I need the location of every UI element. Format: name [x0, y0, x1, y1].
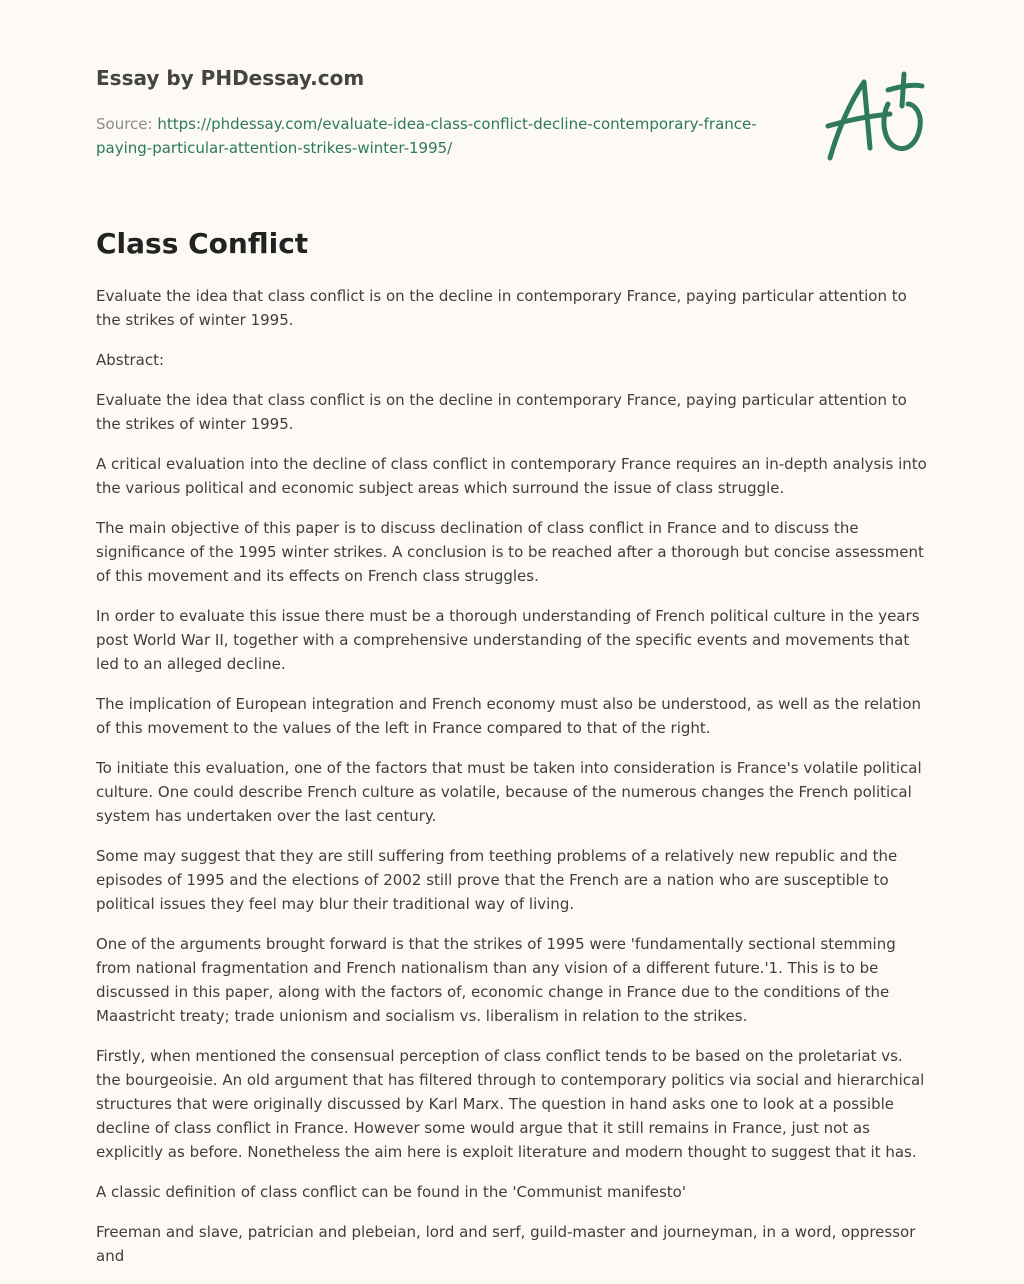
paragraph: A classic definition of class conflict can be found in the 'Communist manifesto': [96, 1183, 686, 1201]
source-line: [96, 112, 776, 160]
source-label: Source:: [96, 115, 153, 133]
paragraph: Firstly, when mentioned the consensual perception of class conflict tends to be based on the proletariat vs. the bourgeoisie. An old argument that has filtered through to contemporary politics via social and hierarchical structures that were originally discussed by Karl Marx. The question in hand asks one to look at a possible decline of class conflict in France. However some would argue that it still remains in France, just not as explicitly as before. Nonetheless the aim here is exploit literature and modern thought to suggest that it has.: [96, 1047, 925, 1161]
document-title: Class Conflict: [96, 227, 309, 260]
essay-header: [96, 60, 776, 160]
paragraph: The implication of European integration and French economy must also be understood, as well as the relation of this movement to the values of the left in France compared to that of the right.: [96, 695, 922, 737]
source-link-line-1: https://phdessay.com/evaluate-idea-class-conflict-decline-contemporary-france-: [157, 115, 757, 133]
paragraph: Some may suggest that they are still suffering from teething problems of a relatively new republic and the episodes of 1995 and the elections of 2002 still prove that the French are a nation who are susceptible to political issues they feel may blur their traditional way of living.: [96, 847, 898, 913]
essay-body: [96, 284, 932, 1284]
paragraph: Abstract:: [96, 351, 165, 369]
paragraph: To initiate this evaluation, one of the factors that must be taken into consideration is France's volatile political culture. One could describe French culture as volatile, because of the numerous changes the French political system has undertaken over the last century.: [96, 759, 922, 825]
paragraph: The main objective of this paper is to discuss declination of class conflict in France and to discuss the significance of the 1995 winter strikes. A conclusion is to be reached after a thorough but concise assessment of this movement and its effects on French class struggles.: [96, 519, 924, 585]
site-title: Essay by PHDessay.com: [96, 66, 365, 90]
source-link[interactable]: [96, 115, 757, 157]
source-link-line-2: paying-particular-attention-strikes-winter-1995/: [96, 139, 453, 157]
paragraph: A critical evaluation into the decline of class conflict in contemporary France requires an in-depth analysis into the various political and economic subject areas which surround the issue of class struggle.: [96, 455, 927, 497]
paragraph: One of the arguments brought forward is that the strikes of 1995 were 'fundamentally sectional stemming from national fragmentation and French nationalism than any vision of a different future.'1. This is to be discussed in this paper, along with the factors of, economic change in France due to the conditions of the Maastricht treaty; trade unionism and socialism vs. liberalism in relation to the strikes.: [96, 935, 896, 1025]
paragraph: Freeman and slave, patrician and plebeian, lord and serf, guild-master and journeyman, in a word, oppressor and: [96, 1223, 916, 1265]
paragraph: Evaluate the idea that class conflict is on the decline in contemporary France, paying particular attention to the strikes of winter 1995.: [96, 391, 907, 433]
paragraph: In order to evaluate this issue there must be a thorough understanding of French political culture in the years post World War II, together with a comprehensive understanding of the specific events and movements that led to an alleged decline.: [96, 607, 920, 673]
a-plus-logo-icon: [818, 68, 930, 168]
paragraph: Evaluate the idea that class conflict is on the decline in contemporary France, paying particular attention to the strikes of winter 1995.: [96, 287, 907, 329]
